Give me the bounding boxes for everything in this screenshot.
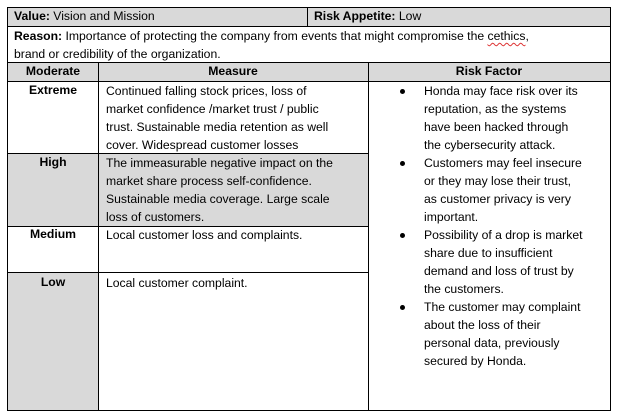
reason-label: Reason: (14, 29, 63, 43)
divider-high (8, 226, 368, 227)
table-border-left (7, 7, 8, 411)
measure-line: Sustainable media coverage. Large scale (106, 192, 330, 206)
risk-line: personal data, previously (424, 336, 560, 350)
risk-line: about the loss of their (424, 318, 541, 332)
level-high: High (39, 155, 67, 169)
risk-line: have been hacked through (424, 120, 569, 134)
reason-comma: , (525, 29, 529, 43)
risk-appetite-text: Low (398, 9, 422, 23)
value-text: Vision and Mission (53, 9, 155, 23)
measure-high (106, 154, 366, 226)
measure-line: market confidence /market trust / public (106, 102, 319, 116)
measure-line: trust. Sustainable media retention as well (106, 120, 329, 134)
divider-moderate-measure (98, 62, 99, 411)
reason-cell (14, 27, 606, 63)
column-header-risk-factor: Risk Factor (455, 64, 523, 78)
measure-low (106, 274, 366, 292)
risk-line: the customers. (424, 282, 504, 296)
risk-appetite-cell (314, 9, 421, 23)
risk-line: secured by Honda. (424, 354, 527, 368)
bullet-icon (400, 233, 405, 238)
measure-extreme (106, 82, 366, 154)
measure-line: cover. Widespread customer losses (106, 138, 299, 152)
value-cell (14, 9, 155, 23)
risk-line: Honda may face risk over its (424, 84, 578, 98)
risk-factor-item (368, 154, 610, 226)
measure-line: Local customer complaint. (106, 276, 248, 290)
measure-line: Continued falling stock prices, loss of (106, 84, 307, 98)
level-extreme: Extreme (28, 83, 78, 97)
risk-line: share due to insufficient (424, 246, 553, 260)
risk-line: reputation, as the systems (424, 102, 567, 116)
risk-appetite-label: Risk Appetite: (314, 9, 396, 23)
risk-line: demand and loss of trust by (424, 264, 574, 278)
column-header-moderate: Moderate (25, 64, 81, 78)
divider-header (8, 26, 611, 27)
risk-line: Possibility of a drop is market (424, 228, 583, 242)
risk-factor-item (368, 82, 610, 154)
level-medium: Medium (29, 227, 77, 241)
table-border-right (610, 7, 611, 411)
measure-line: loss of customers. (106, 210, 205, 224)
measure-line: The immeasurable negative impact on the (106, 156, 333, 170)
level-low: Low (40, 275, 66, 289)
risk-line: the cybersecurity attack. (424, 138, 556, 152)
measure-line: market share process self-confidence. (106, 174, 312, 188)
bullet-icon (400, 89, 405, 94)
measure-line: Local customer loss and complaints. (106, 228, 303, 242)
divider-measure-risk (368, 62, 369, 411)
risk-factor-list (368, 82, 610, 370)
risk-line: or they may lose their trust, (424, 174, 571, 188)
divider-header-vertical (307, 7, 308, 27)
bullet-icon (400, 305, 405, 310)
reason-flagged-word: cethics (487, 29, 526, 43)
risk-line: important. (424, 210, 479, 224)
divider-extreme (8, 153, 368, 154)
low-level-background (8, 273, 98, 410)
risk-factor-item (368, 298, 610, 370)
reason-text-line2: brand or credibility of the organization. (14, 47, 221, 61)
risk-line: The customer may complaint (424, 300, 581, 314)
bullet-icon (400, 161, 405, 166)
risk-line: as customer privacy is very (424, 192, 571, 206)
table-border-top (8, 7, 611, 8)
risk-line: Customers may feel insecure (424, 156, 582, 170)
value-label: Value: (14, 9, 50, 23)
divider-medium (8, 272, 368, 273)
column-header-measure: Measure (208, 64, 258, 78)
reason-text-line1: Importance of protecting the company from events that might compromise the (65, 29, 485, 43)
measure-medium (106, 226, 366, 244)
risk-factor-item (368, 226, 610, 298)
